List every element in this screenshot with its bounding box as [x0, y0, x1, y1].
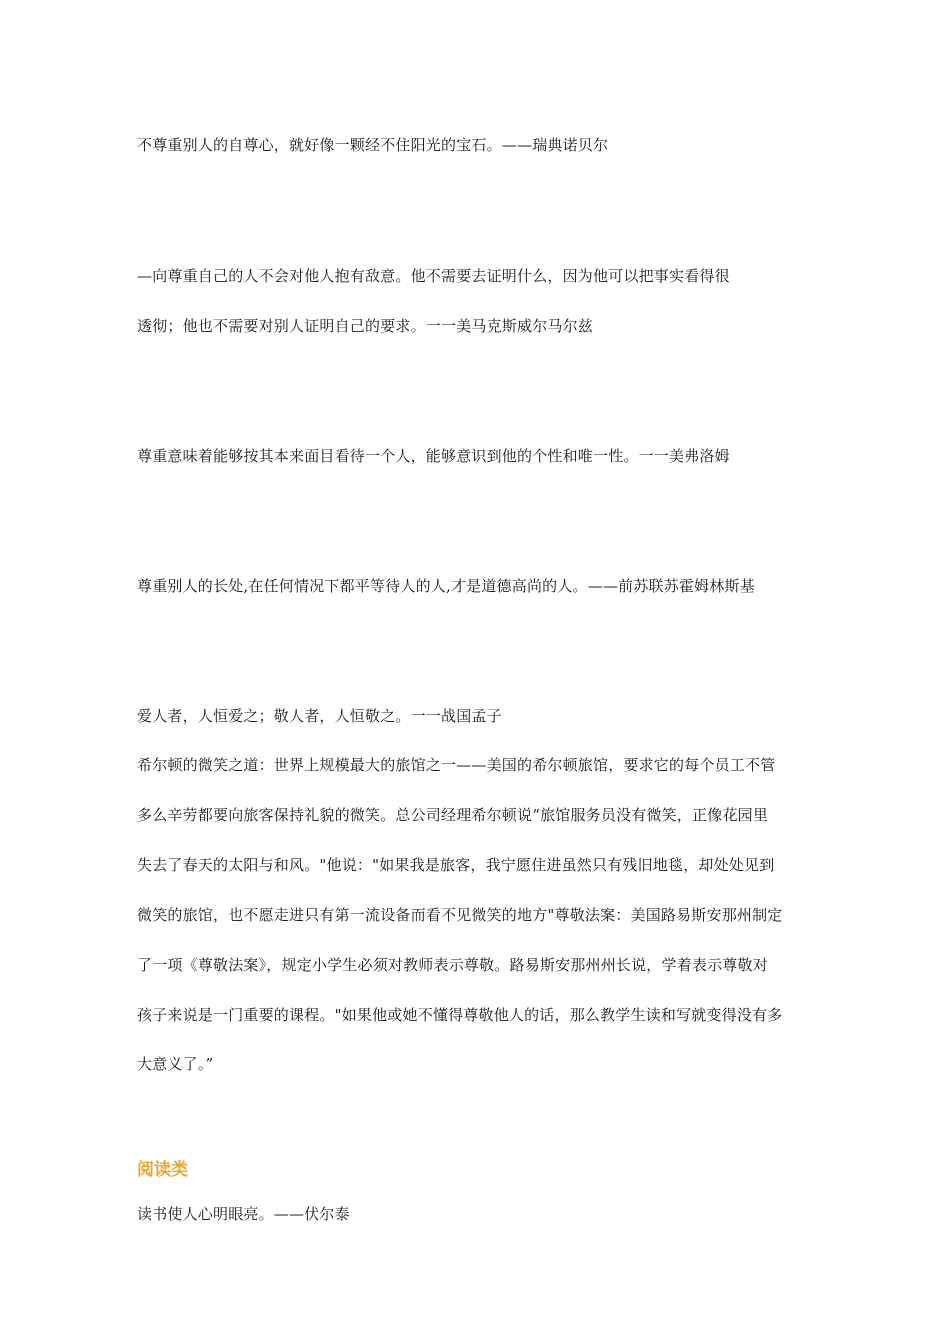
quote-voltaire: 读书使人心明眼亮。——伏尔泰	[137, 1205, 350, 1223]
quote-maltz-line-1: —向尊重自己的人不会对他人抱有敌意。他不需要去证明什么，因为他可以把事实看得很	[137, 267, 730, 285]
quote-maltz-line-2: 透彻；他也不需要对别人证明自己的要求。一一美马克斯威尔马尔兹	[137, 317, 594, 335]
paragraph-line: 微笑的旅馆，也不愿走进只有第一流设备而看不见微笑的地方"尊敬法案：美国路易斯安那州制定	[137, 906, 783, 924]
paragraph-line: 大意义了。”	[137, 1055, 214, 1073]
paragraph-line: 希尔顿的微笑之道：世界上规模最大的旅馆之一——美国的希尔顿旅馆，要求它的每个员工不管	[137, 756, 776, 774]
quote-sukhomlinsky: 尊重别人的长处,在任何情况下都平等待人的人,才是道德高尚的人。——前苏联苏霍姆林斯基	[137, 577, 755, 595]
quote-mencius: 爱人者，人恒爱之；敬人者，人恒敬之。一一战国孟子	[137, 707, 502, 725]
quote-noble: 不尊重别人的自尊心，就好像一颗经不住阳光的宝石。——瑞典诺贝尔	[137, 136, 609, 154]
quote-fromm: 尊重意味着能够按其本来面目看待一个人，能够意识到他的个性和唯一性。一一美弗洛姆	[137, 447, 730, 465]
paragraph-line: 多么辛劳都要向旅客保持礼貌的微笑。总公司经理希尔顿说“旅馆服务员没有微笑，正像花园里	[137, 806, 769, 824]
paragraph-line: 失去了春天的太阳与和风。"他说："如果我是旅客，我宁愿住进虽然只有残旧地毯，却处处见到	[137, 856, 775, 874]
paragraph-line: 孩子来说是一门重要的课程。"如果他或她不懂得尊敬他人的话，那么教学生读和写就变得没有多	[137, 1006, 783, 1024]
section-heading: 阅读类	[137, 1160, 188, 1180]
paragraph-line: 了一项《尊敬法案》，规定小学生必须对教师表示尊敬。路易斯安那州州长说，学着表示尊敬对	[137, 956, 768, 974]
